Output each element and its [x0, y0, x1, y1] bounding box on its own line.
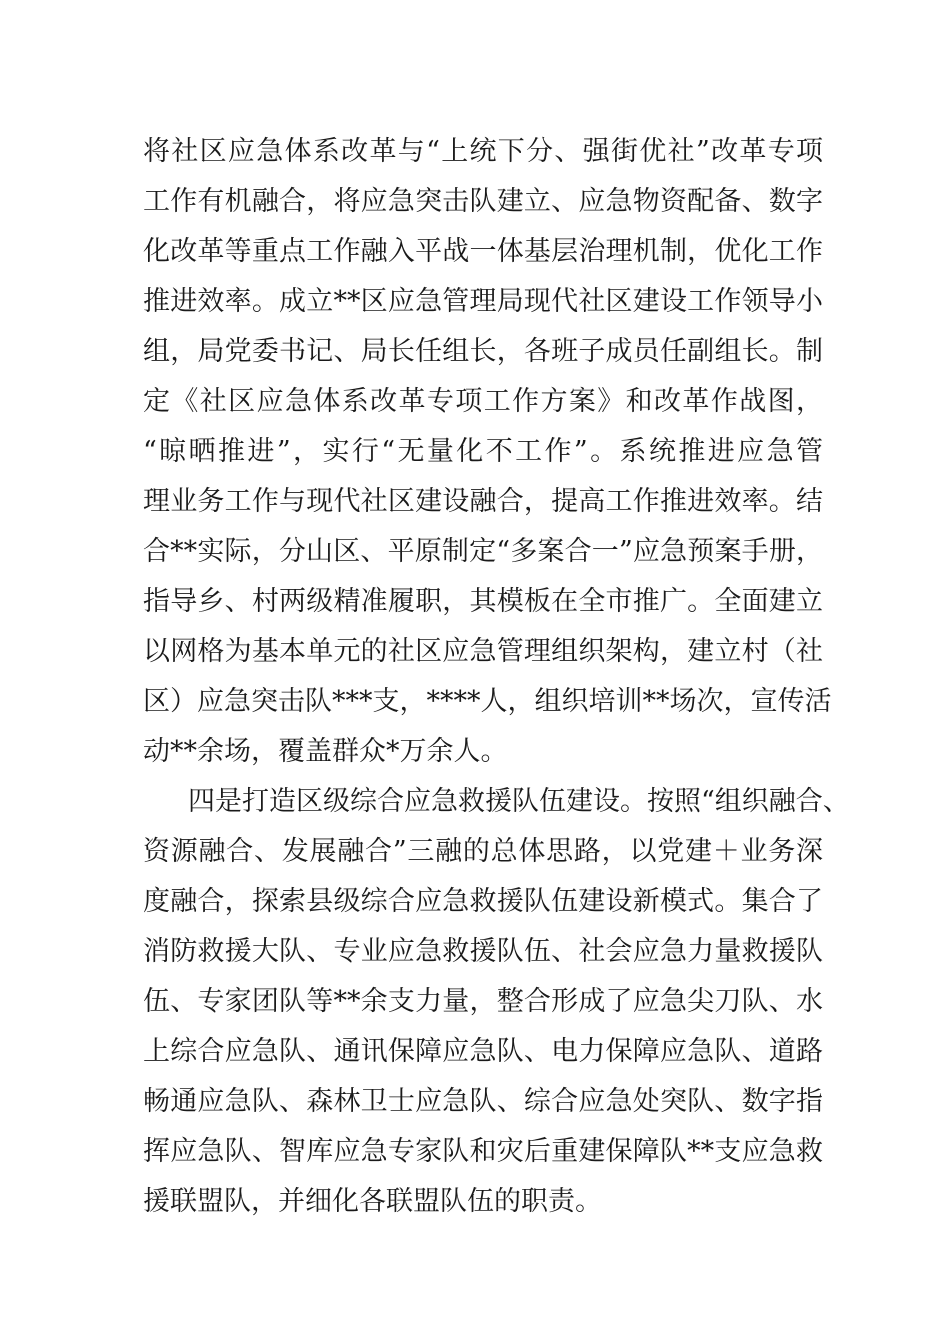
text-line-22: 援联盟队，并细化各联盟队伍的职责。	[143, 1186, 602, 1217]
text-line-18: 伍、专家团队等**余支力量，整合形成了应急尖刀队、水	[143, 986, 823, 1017]
text-line-20: 畅通应急队、森林卫士应急队、综合应急处突队、数字指	[143, 1086, 823, 1117]
text-line-19: 上综合应急队、通讯保障应急队、电力保障应急队、道路	[143, 1036, 823, 1067]
text-line-5: 组，局党委书记、局长任组长，各班子成员任副组长。制	[143, 336, 823, 367]
text-line-21: 挥应急队、智库应急专家队和灾后重建保障队**支应急救	[143, 1136, 823, 1167]
text-line-13: 动**余场，覆盖群众*万余人。	[143, 736, 508, 767]
text-line-6: 定《社区应急体系改革专项工作方案》和改革作战图，	[143, 386, 823, 417]
text-line-14: 四是打造区级综合应急救援队伍建设。按照“组织融合、	[188, 786, 850, 817]
text-line-17: 消防救援大队、专业应急救援队伍、社会应急力量救援队	[143, 936, 823, 967]
text-line-12: 区）应急突击队***支，****人，组织培训**场次，宣传活	[143, 686, 832, 717]
text-line-16: 度融合，探索县级综合应急救援队伍建设新模式。集合了	[143, 886, 823, 917]
text-line-3: 化改革等重点工作融入平战一体基层治理机制，优化工作	[143, 236, 823, 267]
text-line-11: 以网格为基本单元的社区应急管理组织架构，建立村（社	[143, 636, 823, 667]
text-line-1: 将社区应急体系改革与“上统下分、强街优社”改革专项	[143, 136, 823, 167]
text-line-9: 合**实际，分山区、平原制定“多案合一”应急预案手册，	[143, 536, 823, 567]
text-line-4: 推进效率。成立**区应急管理局现代社区建设工作领导小	[143, 286, 823, 317]
text-line-7: “晾晒推进”，实行“无量化不工作”。系统推进应急管	[143, 436, 823, 467]
text-line-10: 指导乡、村两级精准履职，其模板在全市推广。全面建立	[143, 586, 823, 617]
text-line-2: 工作有机融合，将应急突击队建立、应急物资配备、数字	[143, 186, 823, 217]
text-line-15: 资源融合、发展融合”三融的总体思路，以党建＋业务深	[143, 836, 823, 867]
text-line-8: 理业务工作与现代社区建设融合，提高工作推进效率。结	[143, 486, 823, 517]
